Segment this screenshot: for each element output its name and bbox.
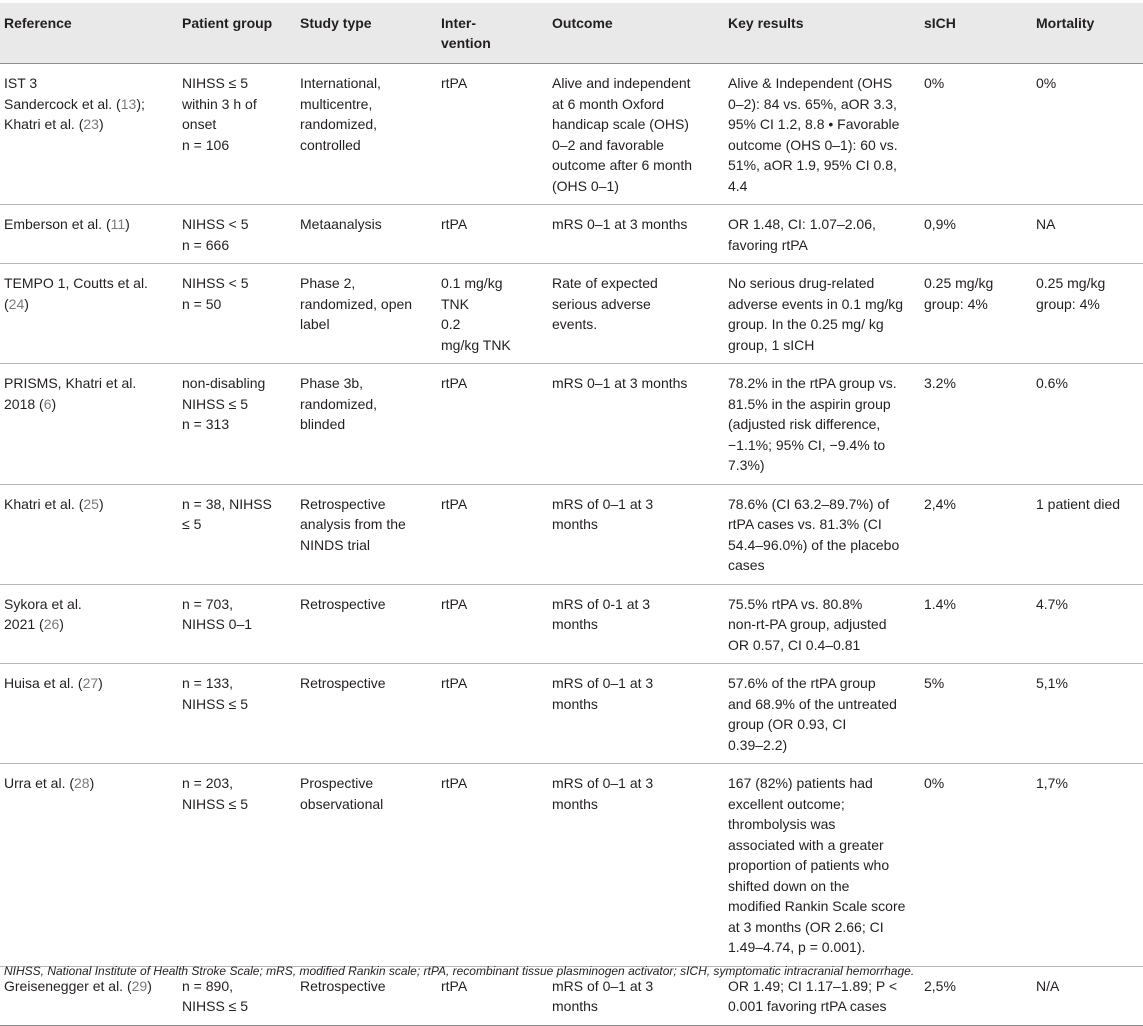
cell-patient-group: n = 203, NIHSS ≤ 5 <box>174 764 292 967</box>
results-table <box>0 3 1143 1026</box>
cell-patient-group: n = 703, NIHSS 0–1 <box>174 584 292 664</box>
cell-sich: 0% <box>916 764 1028 967</box>
cell-intervention: 0.1 mg/kg TNK 0.2 mg/kg TNK <box>433 264 544 364</box>
cell-study-type: Retrospective <box>292 966 433 1025</box>
cell-patient-group: n = 133, NIHSS ≤ 5 <box>174 664 292 764</box>
header-patient-group: Patient group <box>174 3 292 64</box>
header-reference: Reference <box>0 3 174 64</box>
citation-number[interactable]: 29 <box>131 977 148 994</box>
cell-mortality: 5,1% <box>1028 664 1143 764</box>
cell-key-results: Alive & Independent (OHS 0–2): 84 vs. 65%, aOR 3.3, 95% CI 1.2, 8.8 • Favorable outcome (OHS 0–1): 60 vs. 51%, aOR 1.9, 95% CI 0.8, 4.4 <box>720 64 916 205</box>
cell-study-type: Retrospective <box>292 664 433 764</box>
cell-outcome: mRS of 0–1 at 3 months <box>544 966 720 1025</box>
table-row <box>0 764 1143 967</box>
citation-number[interactable]: 11 <box>110 216 126 232</box>
cell-reference: Huisa et al. (27) <box>0 664 174 764</box>
cell-reference: Emberson et al. (11) <box>0 205 174 264</box>
cell-outcome: mRS of 0-1 at 3 months <box>544 584 720 664</box>
cell-mortality: NA <box>1028 205 1143 264</box>
cell-mortality: 1,7% <box>1028 764 1143 967</box>
header-sich: sICH <box>916 3 1028 64</box>
header-mortality: Mortality <box>1028 3 1143 64</box>
cell-key-results: 78.2% in the rtPA group vs. 81.5% in the aspirin group (adjusted risk difference, −1.1%; 95% CI, −9.4% to 7.3%) <box>720 364 916 485</box>
cell-sich: 3.2% <box>916 364 1028 485</box>
cell-key-results: 75.5% rtPA vs. 80.8% non-rt-PA group, adjusted OR 0.57, CI 0.4–0.81 <box>720 584 916 664</box>
cell-sich: 0% <box>916 64 1028 205</box>
cell-key-results: 167 (82%) patients had excellent outcome; thrombolysis was associated with a greater proportion of patients who shifted down on the modified Rankin Scale score at 3 months (OR 2.66; CI 1.49–4.74, p = 0.001). <box>720 764 916 967</box>
cell-intervention: rtPA <box>433 966 544 1025</box>
citation-number[interactable]: 27 <box>82 675 99 691</box>
cell-reference: IST 3 Sandercock et al. (13); Khatri et al. (23) <box>0 64 174 205</box>
cell-study-type: Phase 3b, randomized, blinded <box>292 364 433 485</box>
table-row <box>0 364 1143 485</box>
citation-number[interactable]: 6 <box>43 395 52 412</box>
cell-study-type: Phase 2, randomized, open label <box>292 264 433 364</box>
cell-sich: 1.4% <box>916 584 1028 664</box>
cell-key-results: OR 1.49; CI 1.17–1.89; P < 0.001 favoring rtPA cases <box>720 966 916 1025</box>
citation-number[interactable]: 24 <box>8 295 25 312</box>
cell-mortality: N/A <box>1028 966 1143 1025</box>
cell-mortality: 4.7% <box>1028 584 1143 664</box>
cell-outcome: mRS 0–1 at 3 months <box>544 205 720 264</box>
table-row <box>0 664 1143 764</box>
cell-intervention: rtPA <box>433 364 544 485</box>
cell-key-results: 78.6% (CI 63.2–89.7%) of rtPA cases vs. 81.3% (CI 54.4–96.0%) of the placebo cases <box>720 484 916 584</box>
cell-intervention: rtPA <box>433 484 544 584</box>
cell-mortality: 0.25 mg/kg group: 4% <box>1028 264 1143 364</box>
header-key-results: Key results <box>720 3 916 64</box>
cell-sich: 2,5% <box>916 966 1028 1025</box>
citation-number[interactable]: 26 <box>43 616 60 632</box>
cell-study-type: International, multicentre, randomized, controlled <box>292 64 433 205</box>
cell-study-type: Metaanalysis <box>292 205 433 264</box>
cell-study-type: Retrospective analysis from the NINDS trial <box>292 484 433 584</box>
cell-reference: Sykora et al. 2021 (26) <box>0 584 174 664</box>
table-row <box>0 64 1143 205</box>
cell-patient-group: NIHSS < 5 n = 50 <box>174 264 292 364</box>
header-outcome: Outcome <box>544 3 720 64</box>
cell-patient-group: n = 890, NIHSS ≤ 5 <box>174 966 292 1025</box>
cell-outcome: mRS 0–1 at 3 months <box>544 364 720 485</box>
cell-sich: 2,4% <box>916 484 1028 584</box>
table-header-row <box>0 3 1143 64</box>
cell-outcome: mRS of 0–1 at 3 months <box>544 764 720 967</box>
cell-mortality: 0% <box>1028 64 1143 205</box>
cell-sich: 0.25 mg/kg group: 4% <box>916 264 1028 364</box>
cell-reference: Greisenegger et al. (29) <box>0 966 174 1025</box>
cell-outcome: mRS of 0–1 at 3 months <box>544 484 720 584</box>
citation-number[interactable]: 25 <box>83 495 99 512</box>
cell-reference: Khatri et al. (25) <box>0 484 174 584</box>
table-footnote: NIHSS, National Institute of Health Stroke Scale; mRS, modified Rankin scale; rtPA, recombinant tissue plasminogen activator; sICH, symptomatic intracranial hemorrhage. <box>4 964 915 978</box>
cell-patient-group: NIHSS < 5 n = 666 <box>174 205 292 264</box>
citation-number[interactable]: 28 <box>74 775 90 791</box>
cell-intervention: rtPA <box>433 664 544 764</box>
table-row <box>0 264 1143 364</box>
cell-intervention: rtPA <box>433 584 544 664</box>
cell-reference: TEMPO 1, Coutts et al. (24) <box>0 264 174 364</box>
citation-number[interactable]: 13 <box>120 95 137 112</box>
cell-key-results: 57.6% of the rtPA group and 68.9% of the untreated group (OR 0.93, CI 0.39–2.2) <box>720 664 916 764</box>
cell-patient-group: non-disabling NIHSS ≤ 5 n = 313 <box>174 364 292 485</box>
cell-intervention: rtPA <box>433 205 544 264</box>
cell-mortality: 0.6% <box>1028 364 1143 485</box>
cell-key-results: OR 1.48, CI: 1.07–2.06, favoring rtPA <box>720 205 916 264</box>
cell-patient-group: NIHSS ≤ 5 within 3 h of onset n = 106 <box>174 64 292 205</box>
cell-study-type: Retrospective <box>292 584 433 664</box>
header-study-type: Study type <box>292 3 433 64</box>
cell-intervention: rtPA <box>433 64 544 205</box>
table-row <box>0 205 1143 264</box>
cell-intervention: rtPA <box>433 764 544 967</box>
cell-outcome: Rate of expected serious adverse events. <box>544 264 720 364</box>
cell-sich: 5% <box>916 664 1028 764</box>
header-intervention: Inter- vention <box>433 3 544 64</box>
cell-reference: Urra et al. (28) <box>0 764 174 967</box>
cell-key-results: No serious drug-related adverse events in 0.1 mg/kg group. In the 0.25 mg/ kg group, 1 sICH <box>720 264 916 364</box>
table-row <box>0 584 1143 664</box>
cell-patient-group: n = 38, NIHSS ≤ 5 <box>174 484 292 584</box>
cell-outcome: Alive and independent at 6 month Oxford handicap scale (OHS) 0–2 and favorable outcome after 6 month (OHS 0–1) <box>544 64 720 205</box>
cell-outcome: mRS of 0–1 at 3 months <box>544 664 720 764</box>
cell-mortality: 1 patient died <box>1028 484 1143 584</box>
table-row <box>0 484 1143 584</box>
cell-study-type: Prospective observational <box>292 764 433 967</box>
cell-reference: PRISMS, Khatri et al. 2018 (6) <box>0 364 174 485</box>
citation-number[interactable]: 23 <box>83 116 99 132</box>
cell-sich: 0,9% <box>916 205 1028 264</box>
